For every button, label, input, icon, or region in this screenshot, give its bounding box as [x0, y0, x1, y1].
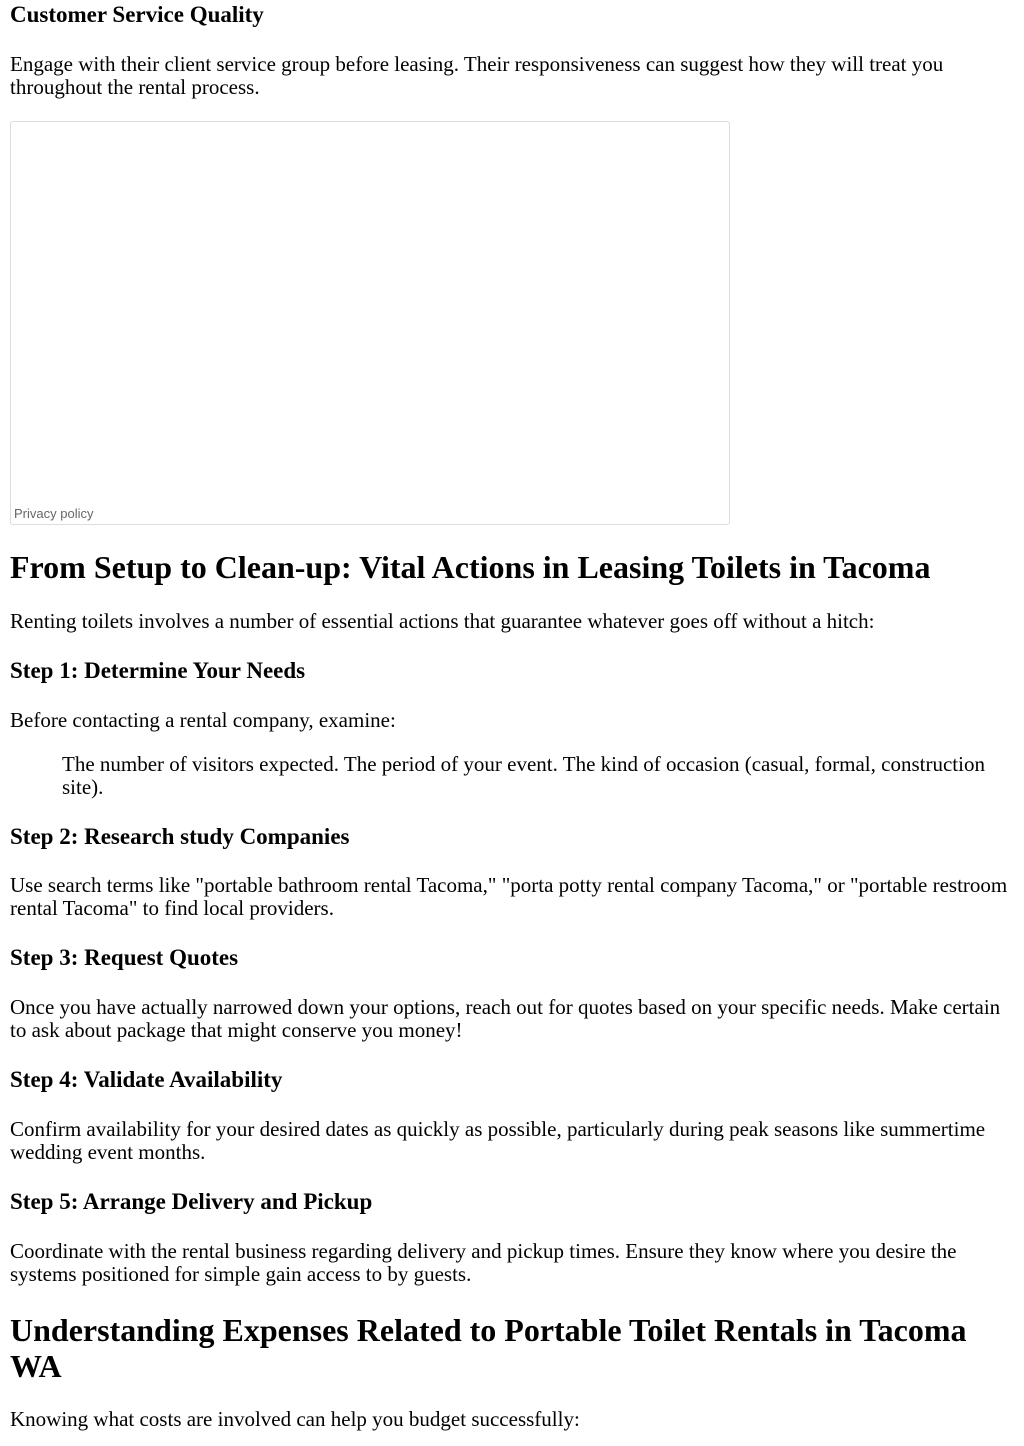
step-1-heading: Step 1: Determine Your Needs — [10, 658, 306, 683]
step-2-heading: Step 2: Research study Companies — [10, 824, 350, 849]
customer-service-heading: Customer Service Quality — [10, 2, 264, 27]
costs-section-paragraph: Knowing what costs are involved can help you budget successfully: — [10, 1407, 580, 1431]
step-5-heading: Step 5: Arrange Delivery and Pickup — [10, 1189, 373, 1214]
step-1-needs-list: The number of visitors expected. The period of your event. The kind of occasion (casual, formal, construction site). — [62, 752, 985, 799]
step-3-heading: Step 3: Request Quotes — [10, 945, 239, 970]
costs-section-heading: Understanding Expenses Related to Portable Toilet Rentals in Tacoma WA — [10, 1312, 967, 1384]
step-1-paragraph: Before contacting a rental company, examine: — [10, 708, 396, 732]
step-4-paragraph: Confirm availability for your desired dates as quickly as possible, particularly during peak seasons like summertime wedding event months. — [10, 1117, 986, 1164]
step-2-paragraph: Use search terms like "portable bathroom rental Tacoma," "porta potty rental company Tacoma," or "portable restroom rental Tacoma" to find local providers. — [10, 873, 1008, 920]
setup-section-intro: Renting toilets involves a number of essential actions that guarantee whatever goes off without a hitch: — [10, 609, 875, 633]
privacy-policy-link[interactable]: Privacy policy — [14, 506, 94, 521]
embedded-map-frame[interactable] — [10, 121, 730, 525]
step-4-heading: Step 4: Validate Availability — [10, 1067, 283, 1092]
setup-section-heading: From Setup to Clean-up: Vital Actions in Leasing Toilets in Tacoma — [10, 549, 931, 585]
step-3-paragraph: Once you have actually narrowed down your options, reach out for quotes based on your specific needs. Make certain to ask about package that might conserve you money! — [10, 995, 1001, 1042]
step-5-paragraph: Coordinate with the rental business regarding delivery and pickup times. Ensure they know where you desire the systems positioned for simple gain access to by guests. — [10, 1239, 957, 1286]
customer-service-paragraph: Engage with their client service group before leasing. Their responsiveness can suggest how they will treat you throughout the rental process. — [10, 52, 944, 99]
